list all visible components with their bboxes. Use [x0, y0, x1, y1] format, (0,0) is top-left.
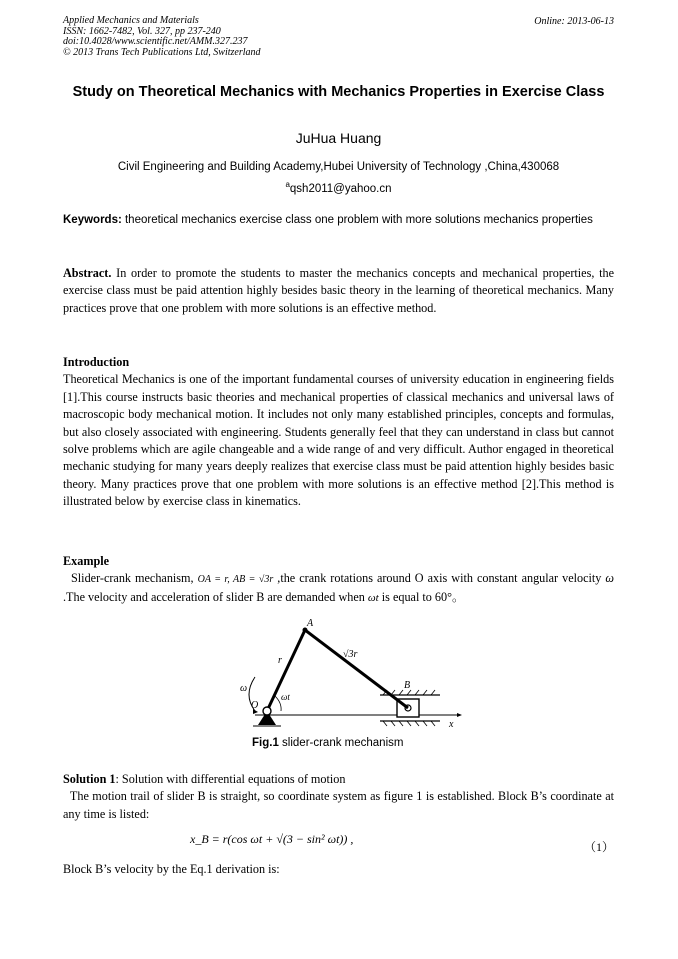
introduction-section — [63, 354, 614, 511]
example-text-c: .The velocity and acceleration of slider B are demanded when — [63, 589, 368, 604]
author-email: qsh2011@yahoo.cn — [289, 182, 392, 195]
figure-caption — [252, 737, 403, 749]
x-axis-arrow — [457, 713, 462, 717]
equation-1: x_B = r(cos ωt + √(3 − sin² ωt)) , — [190, 832, 354, 846]
journal-name: Applied Mechanics and Materials — [63, 15, 199, 26]
label-r: r — [278, 655, 282, 666]
keywords-text: theoretical mechanics exercise class one problem with more solutions mechanics properties — [121, 214, 593, 226]
solution1-after: Block B’s velocity by the Eq.1 derivation is: — [63, 862, 280, 876]
example-heading: Example — [63, 554, 110, 568]
guide-bottom-hatch — [383, 721, 435, 726]
author-name: JuHua Huang — [295, 130, 382, 146]
label-b: B — [404, 680, 411, 691]
example-section — [63, 553, 614, 607]
connecting-rod-ab — [305, 630, 411, 708]
example-text-b: ,the crank rotations around O axis with constant angular velocity — [273, 571, 606, 586]
abstract — [63, 265, 614, 317]
email-superscript: a — [285, 180, 290, 189]
journal-issn: ISSN: 1662-7482, Vol. 327, pp 237-240 — [63, 25, 221, 37]
label-omega-t: ωt — [281, 692, 290, 702]
label-o: O — [251, 700, 259, 711]
abstract-label: Abstract. — [63, 266, 112, 280]
equation-1-number: （1） — [583, 840, 614, 854]
figure-caption-number: Fig.1 — [252, 737, 279, 749]
abstract-text: In order to promote the students to master the mechanics concepts and mechanical properties, the exercise class must be paid attention highly besides basic theory in the learning of theoretical mechanics. Many practices prove that one problem with more solutions is an effective method. — [63, 266, 614, 315]
label-x: x — [449, 719, 454, 730]
label-sqrt3r: √3r — [343, 649, 358, 660]
affiliation — [63, 159, 614, 198]
keywords-label: Keywords: — [63, 214, 122, 226]
paper-title: Study on Theoretical Mechanics with Mechanics Properties in Exercise Class — [72, 84, 605, 100]
omega-t-symbol: ωt — [367, 591, 379, 604]
solution1-label: Solution 1 — [63, 772, 116, 786]
slider-crank-figure — [225, 615, 465, 755]
journal-header — [63, 16, 261, 58]
introduction-heading: Introduction — [63, 355, 130, 369]
example-text-a: Slider-crank mechanism, — [63, 571, 198, 586]
solution1-heading — [63, 771, 614, 788]
pivot-o — [263, 707, 271, 715]
solution1-section — [63, 771, 618, 823]
affiliation-text: Civil Engineering and Building Academy,Hubei University of Technology ,China,430068 — [117, 161, 560, 173]
example-text — [63, 570, 614, 607]
solution1-text: The motion trail of slider B is straight, so coordinate system as figure 1 is established. Block B’s coordinate at any time is listed: — [63, 789, 618, 821]
figure-caption-text: slider-crank mechanism — [278, 737, 404, 749]
email-line — [63, 176, 614, 198]
label-omega: ω — [240, 683, 248, 694]
example-text-d: is equal to 60°。 — [378, 589, 465, 604]
introduction-text: Theoretical Mechanics is one of the important fundamental courses of university education in engineering fields [1].This course instructs basic theories and mechanical properties of classical mechanics and universal laws of macroscopic body mechanical motion. It includes not only many established principles, concepts and formulas, but also closely associated with engineering. Students generally feel that they can understand in class but cannot solve problems which are agile changeable and a wide range of and very difficult. Author engaged in theoretical mechanic studying for many years deeply realizes that exercise class must be paid attention highly besides basic theory. Many practices prove that one problem with more solutions is an effective method [2].This method is illustrated below by exercise class in kinematics. — [63, 372, 614, 509]
keywords — [63, 211, 614, 229]
online-date: Online: 2013-06-13 — [534, 16, 614, 27]
solution1-title: : Solution with differential equations of motion — [115, 772, 346, 786]
omega-symbol: ω — [605, 571, 614, 586]
label-a: A — [307, 618, 314, 629]
journal-copyright: © 2013 Trans Tech Publications Ltd, Switzerland — [63, 46, 261, 58]
journal-doi: doi:10.4028/www.scientific.net/AMM.327.237 — [63, 36, 248, 47]
example-inline-equation: OA = r, AB = √3r — [197, 574, 274, 586]
